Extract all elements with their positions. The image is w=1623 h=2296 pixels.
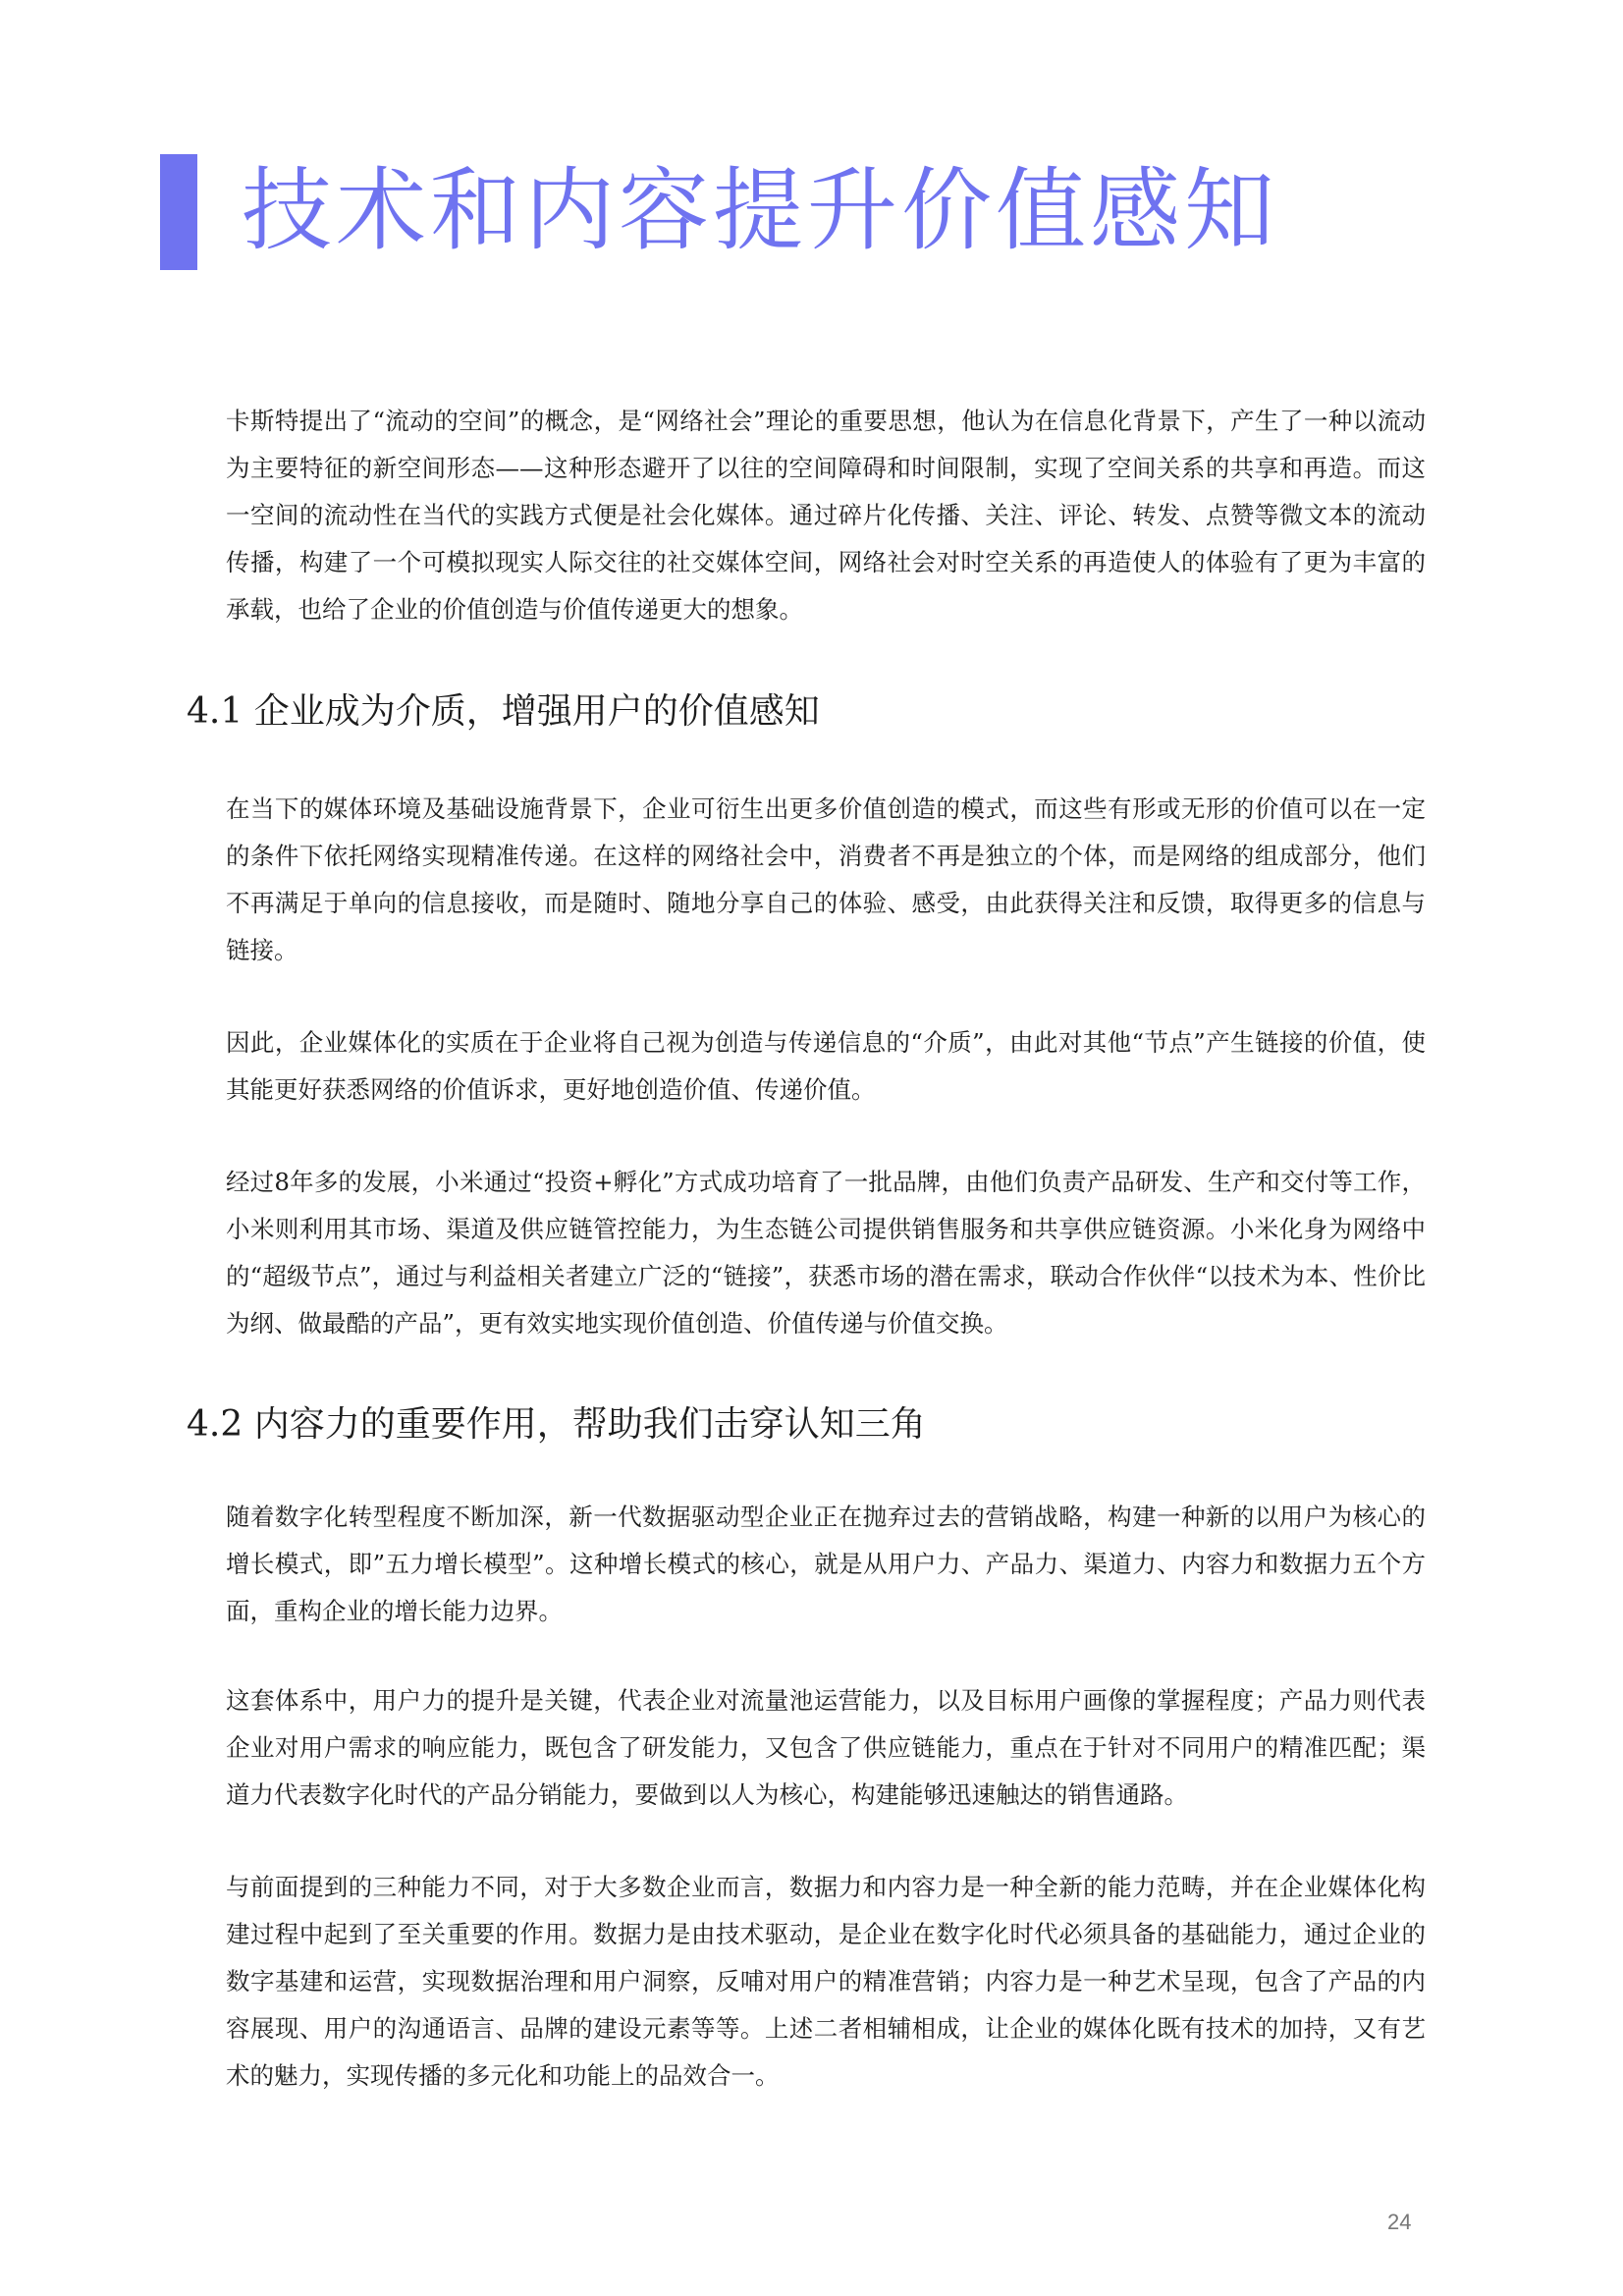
intro-paragraph: 卡斯特提出了“流动的空间”的概念，是“网络社会”理论的重要思想，他认为在信息化背景下，产生了一种以流动为主要特征的新空间形态——这种形态避开了以往的空间障碍和时间限制，实现了空间关系的共享和再造。而这一空间的流动性在当代的实践方式便是社会化媒体。通过碎片化传播、关注、评论、转发、点赞等微文本的流动传播，构建了一个可模拟现实人际交往的社交媒体空间，网络社会对时空关系的再造使人的体验有了更为丰富的承载，也给了企业的价值创造与价值传递更大的想象。 bbox=[226, 407, 1426, 624]
section-1-paragraph-3: 经过8年多的发展，小米通过“投资+孵化”方式成功培育了一批品牌，由他们负责产品研发、生产和交付等工作，小米则利用其市场、渠道及供应链管控能力，为生态链公司提供销售服务和共享供应链资源。小米化身为网络中的“超级节点”，通过与利益相关者建立广泛的“链接”，获悉市场的潜在需求，联动合作伙伴“以技术为本、性价比为纲、做最酷的产品”，更有效实地实现价值创造、价值传递与价值交换。 bbox=[226, 1168, 1426, 1338]
section-2-paragraph-1: 随着数字化转型程度不断加深，新一代数据驱动型企业正在抛弃过去的营销战略，构建一种新的以用户为核心的增长模式，即”五力增长模型”。这种增长模式的核心，就是从用户力、产品力、渠道力、内容力和数据力五个方面，重构企业的增长能力边界。 bbox=[226, 1503, 1426, 1625]
section-2-heading: 4.2 内容力的重要作用，帮助我们击穿认知三角 bbox=[187, 1404, 926, 1445]
page-title: 技术和内容提升价值感知 bbox=[242, 158, 1279, 263]
section-1-heading: 4.1 企业成为介质，增强用户的价值感知 bbox=[187, 691, 820, 732]
section-2-paragraph-3: 与前面提到的三种能力不同，对于大多数企业而言，数据力和内容力是一种全新的能力范畴，并在企业媒体化构建过程中起到了至关重要的作用。数据力是由技术驱动，是企业在数字化时代必须具备的基础能力，通过企业的数字基建和运营，实现数据治理和用户洞察，反哺对用户的精准营销；内容力是一种艺术呈现，包含了产品的内容展现、用户的沟通语言、品牌的建设元素等等。上述二者相辅相成，让企业的媒体化既有技术的加持，又有艺术的魅力，实现传播的多元化和功能上的品效合一。 bbox=[226, 1873, 1426, 2090]
section-2-paragraph-2: 这套体系中，用户力的提升是关键，代表企业对流量池运营能力，以及目标用户画像的掌握程度；产品力则代表企业对用户需求的响应能力，既包含了研发能力，又包含了供应链能力，重点在于针对不同用户的精准匹配；渠道力代表数字化时代的产品分销能力，要做到以人为核心，构建能够迅速触达的销售通路。 bbox=[226, 1686, 1426, 1809]
section-1-paragraph-1: 在当下的媒体环境及基础设施背景下，企业可衍生出更多价值创造的模式，而这些有形或无形的价值可以在一定的条件下依托网络实现精准传递。在这样的网络社会中，消费者不再是独立的个体，而是网络的组成部分，他们不再满足于单向的信息接收，而是随时、随地分享自己的体验、感受，由此获得关注和反馈，取得更多的信息与链接。 bbox=[226, 794, 1426, 964]
title-accent-bar bbox=[160, 154, 197, 270]
page-number: 24 bbox=[1387, 2210, 1412, 2234]
section-1-paragraph-2: 因此，企业媒体化的实质在于企业将自己视为创造与传递信息的“介质”，由此对其他“节点”产生链接的价值，使其能更好获悉网络的价值诉求，更好地创造价值、传递价值。 bbox=[226, 1028, 1426, 1104]
